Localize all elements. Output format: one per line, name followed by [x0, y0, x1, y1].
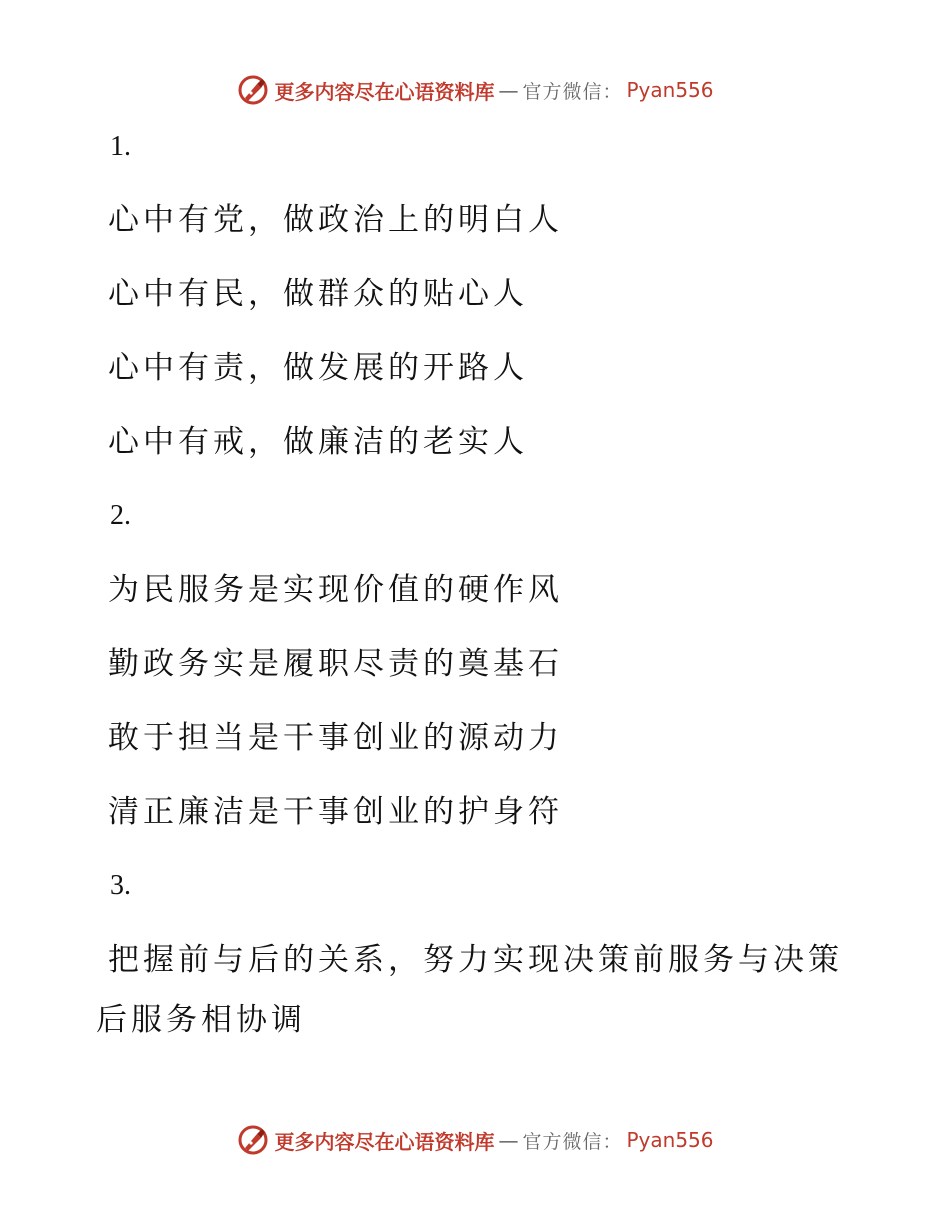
list-item: 勤政务实是履职尽责的奠基石: [108, 646, 563, 682]
pen-nib-circle-icon: [236, 1123, 270, 1157]
banner-slogan: 更多内容尽在心语资料库: [274, 1129, 495, 1154]
banner-dash: —: [498, 1128, 519, 1152]
list-item: 清正廉洁是干事创业的护身符: [108, 794, 563, 830]
list-item: 心中有民，做群众的贴心人: [108, 276, 528, 312]
list-item: 心中有戒，做廉洁的老实人: [108, 424, 528, 460]
section-number: 1.: [110, 131, 131, 162]
banner-official-label: 官方微信：: [522, 1130, 623, 1153]
banner-wechat-id: Pyan556: [626, 1128, 714, 1152]
banner-wechat-id: Pyan556: [626, 78, 714, 102]
list-item: 为民服务是实现价值的硬作风: [108, 572, 563, 608]
paragraph-line: 后服务相协调: [96, 1002, 306, 1038]
pen-nib-circle-icon: [236, 73, 270, 107]
footer-banner: [0, 1120, 950, 1160]
section-number: 2.: [110, 500, 131, 531]
paragraph-line: 把握前与后的关系，努力实现决策前服务与决策: [108, 942, 843, 978]
banner-dash: —: [498, 78, 519, 102]
banner-official-label: 官方微信：: [522, 80, 623, 103]
header-banner: [0, 70, 950, 110]
banner-slogan: 更多内容尽在心语资料库: [274, 79, 495, 104]
section-number: 3.: [110, 870, 131, 901]
list-item: 心中有责，做发展的开路人: [108, 350, 528, 386]
list-item: 心中有党，做政治上的明白人: [108, 202, 563, 238]
list-item: 敢于担当是干事创业的源动力: [108, 720, 563, 756]
